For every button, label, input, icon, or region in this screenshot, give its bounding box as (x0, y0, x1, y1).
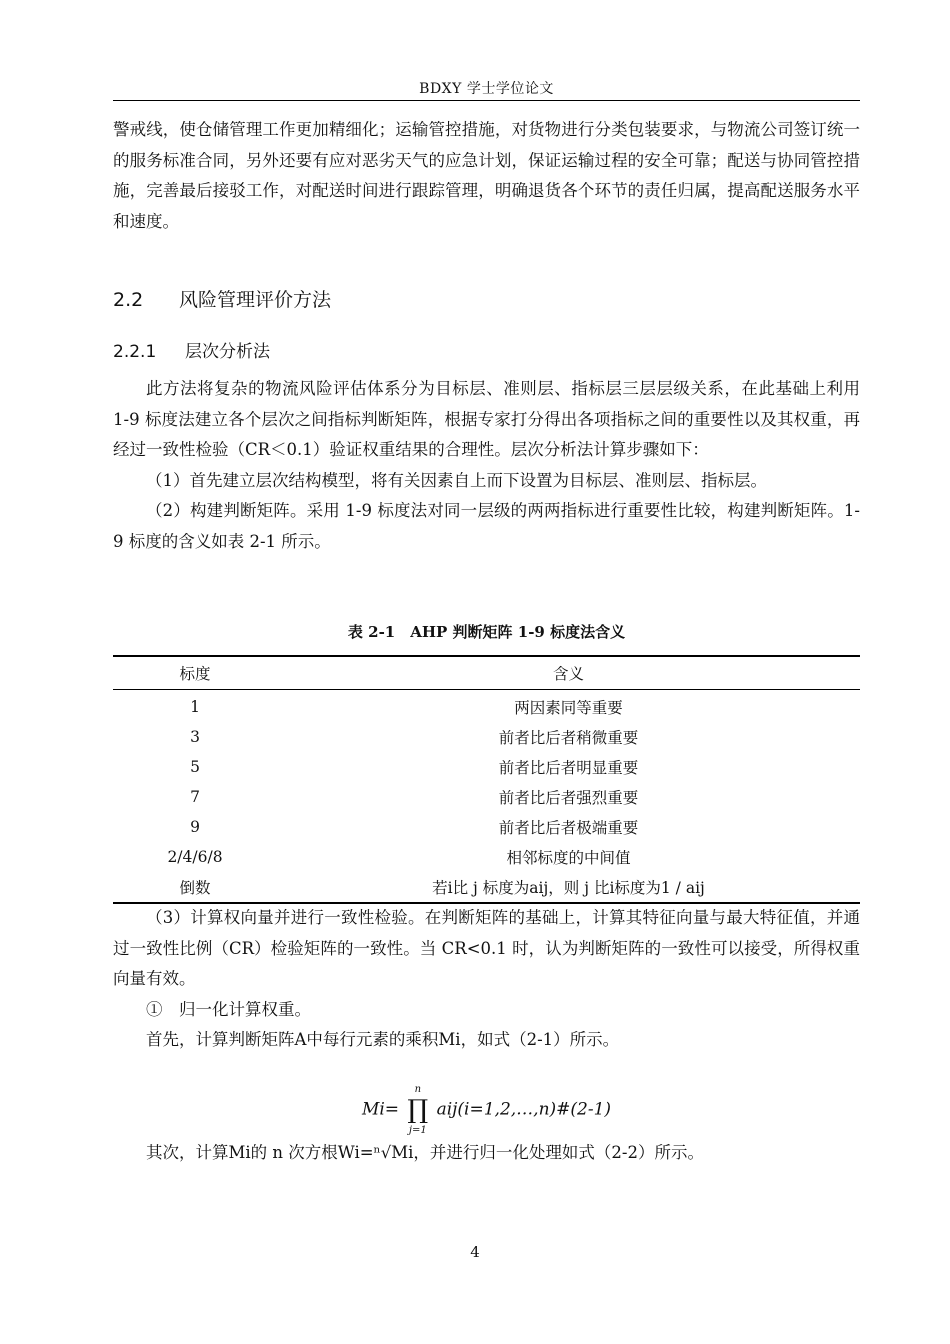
scale-cell: 2/4/6/8 (167, 848, 223, 866)
header-meaning: 含义 (552, 665, 584, 683)
product-upper-limit: n (414, 1084, 422, 1095)
method-paragraph-block (113, 374, 860, 557)
scale-cell: 倒数 (179, 879, 211, 897)
meaning-cell: 相邻标度的中间值 (506, 849, 631, 867)
product-paragraph: 首先，计算判断矩阵A中每行元素的乘积Mi，如式（2-1）所示。 (146, 1030, 620, 1049)
formula-rhs: aij(i=1,2,…,n)#(2-1) (436, 1099, 612, 1120)
method-paragraph: 此方法将复杂的物流风险评估体系分为目标层、准则层、指标层三层层级关系，在此基础上利用 1-9 标度法建立各个层次之间指标判断矩阵，根据专家打分得出各项指标之间的重要性以及其权重，再经过一致性检验（CR＜0.1）验证权重结果的合理性。层次分析法计算步骤如下： (113, 379, 860, 459)
normalize-heading: ① 归一化计算权重。 (146, 999, 311, 1019)
scale-cell: 3 (190, 728, 200, 746)
table-body (113, 690, 860, 902)
table-row (113, 872, 860, 902)
subsection-title: 层次分析法 (185, 342, 270, 362)
meaning-cell: 前者比后者极端重要 (498, 819, 639, 837)
meaning-cell: 若i比 j 标度为aij，则 j 比i标度为1 / aij (432, 879, 705, 897)
meaning-cell: 两因素同等重要 (514, 699, 623, 717)
running-header: BDXY 学士学位论文 (419, 81, 554, 97)
formula-2-1 (113, 1083, 860, 1137)
meaning-cell: 前者比后者明显重要 (498, 759, 639, 777)
step-1-paragraph: （1）首先建立层次结构模型，将有关因素自上而下设置为目标层、准则层、指标层。 (146, 470, 767, 490)
table-row (113, 812, 860, 842)
section-heading (113, 285, 331, 312)
scale-table (113, 655, 860, 904)
section-title: 风险管理评价方法 (179, 289, 332, 311)
page-number: 4 (470, 1243, 480, 1261)
scale-cell: 9 (190, 818, 200, 836)
intro-paragraph: 警戒线，使仓储管理工作更加精细化；运输管控措施，对货物进行分类包装要求，与物流公司签订统一的服务标准合同，另外还要有应对恶劣天气的应急计划，保证运输过程的安全可靠；配送与协同管控措施，完善最后接驳工作，对配送时间进行跟踪管理，明确退货各个环节的责任归属，提高配送服务水平和速度。 (113, 120, 860, 231)
meaning-cell: 前者比后者稍微重要 (498, 729, 639, 747)
product-lower-limit: j=1 (408, 1125, 427, 1136)
subsection-number: 2.2.1 (113, 342, 157, 362)
section-number: 2.2 (113, 289, 144, 311)
table-row (113, 752, 860, 782)
step-2-paragraph: （2）构建判断矩阵。采用 1-9 标度法对同一层级的两两指标进行重要性比较，构建判断矩阵。1-9 标度的含义如表 2-1 所示。 (113, 501, 860, 551)
product-operator (407, 1083, 428, 1137)
scale-cell: 5 (190, 758, 200, 776)
step-3-paragraph: （3）计算权向量并进行一致性检验。在判断矩阵的基础上，计算其特征向量与最大特征值，并通过一致性比例（CR）检验矩阵的一致性。当 CR<0.1 时，认为判断矩阵的一致性可以接受，所得权重向量有效。 (113, 908, 860, 988)
table-header-row (113, 657, 860, 690)
product-symbol: ∏ (407, 1095, 429, 1125)
table-row (113, 692, 860, 722)
table-row (113, 842, 860, 872)
table-caption: 表 2-1 AHP 判断矩阵 1-9 标度法含义 (347, 623, 626, 641)
closing-block (113, 1138, 860, 1169)
closing-paragraph: 其次，计算Mi的 n 次方根Wi=ⁿ√Mi，并进行归一化处理如式（2-2）所示。 (146, 1143, 704, 1162)
intro-paragraph-block (113, 115, 860, 237)
header-rule (113, 100, 860, 101)
header-scale: 标度 (179, 665, 211, 683)
meaning-cell: 前者比后者强烈重要 (498, 789, 639, 807)
formula-lhs: Mi= (361, 1099, 400, 1120)
scale-cell: 7 (190, 788, 200, 806)
scale-cell: 1 (190, 698, 200, 716)
table-row (113, 782, 860, 812)
subsection-heading (113, 337, 270, 362)
after-table-block (113, 903, 860, 1056)
table-row (113, 722, 860, 752)
